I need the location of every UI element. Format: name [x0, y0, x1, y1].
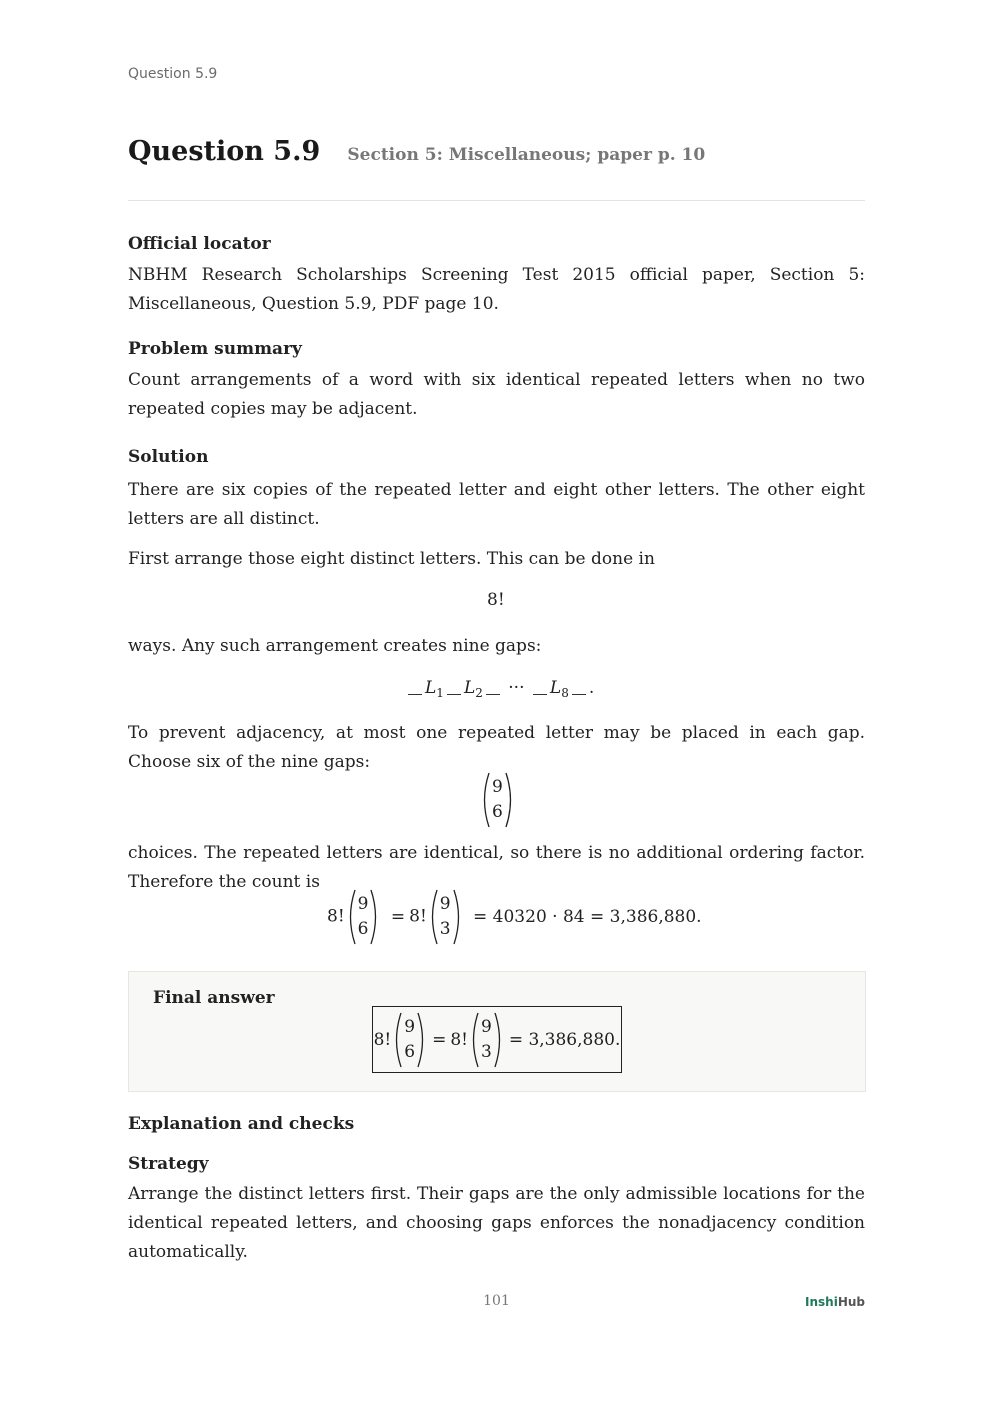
- strategy-heading: Strategy: [128, 1154, 209, 1174]
- running-head: Question 5.9: [128, 66, 218, 82]
- solution-paragraph-3: ways. Any such arrangement creates nine gaps:: [128, 636, 542, 656]
- solution-paragraph-2: First arrange those eight distinct letters. This can be done in: [128, 549, 655, 569]
- solution-paragraph-4: To prevent adjacency, at most one repeated letter may be placed in each gap. Choose six of the nine gaps:: [128, 723, 865, 772]
- locator-heading: Official locator: [128, 234, 271, 254]
- solution-paragraph-1: There are six copies of the repeated letter and eight other letters. The other eight letters are all distinct.: [128, 480, 865, 529]
- final-answer-formula: 8! 9 6 = 8! 9 3 = 3,386,880.: [372, 1006, 622, 1073]
- summary-heading: Problem summary: [128, 339, 302, 359]
- final-answer-box: [128, 971, 866, 1092]
- question-title-row: [128, 136, 705, 167]
- page-subtitle: Section 5: Miscellaneous; paper p. 10: [347, 145, 706, 165]
- gaps-equation: $L_1$ $L_2$ ··· $L_8$ .: [405, 678, 594, 700]
- title-divider: [128, 200, 865, 201]
- final-answer-label: Final answer: [153, 988, 275, 1008]
- locator-text: NBHM Research Scholarships Screening Test 2015 official paper, Section 5: Miscellaneous, Question 5.9, PDF page 10.: [128, 265, 865, 314]
- solution-paragraph-5: choices. The repeated letters are identical, so there is no additional ordering factor. Therefore the count is: [128, 843, 865, 892]
- binomial-9-choose-6: 9 6: [479, 772, 516, 828]
- page-title: Question 5.9: [128, 136, 321, 167]
- strategy-text: Arrange the distinct letters first. Their gaps are the only admissible locations for the identical repeated letters, and choosing gaps enforces the nonadjacency condition automatically.: [128, 1184, 865, 1262]
- page-number: 101: [483, 1293, 510, 1309]
- explanation-heading: Explanation and checks: [128, 1114, 355, 1134]
- brand-logo: InshiHub: [805, 1295, 865, 1309]
- count-equation: 8! 9 6 = 8! 9 3 = 40320 · 84 = 3,386,880.: [327, 889, 702, 945]
- factorial-equation: 8!: [487, 590, 505, 610]
- summary-text: Count arrangements of a word with six identical repeated letters when no two repeated copies may be adjacent.: [128, 370, 865, 419]
- solution-heading: Solution: [128, 447, 209, 467]
